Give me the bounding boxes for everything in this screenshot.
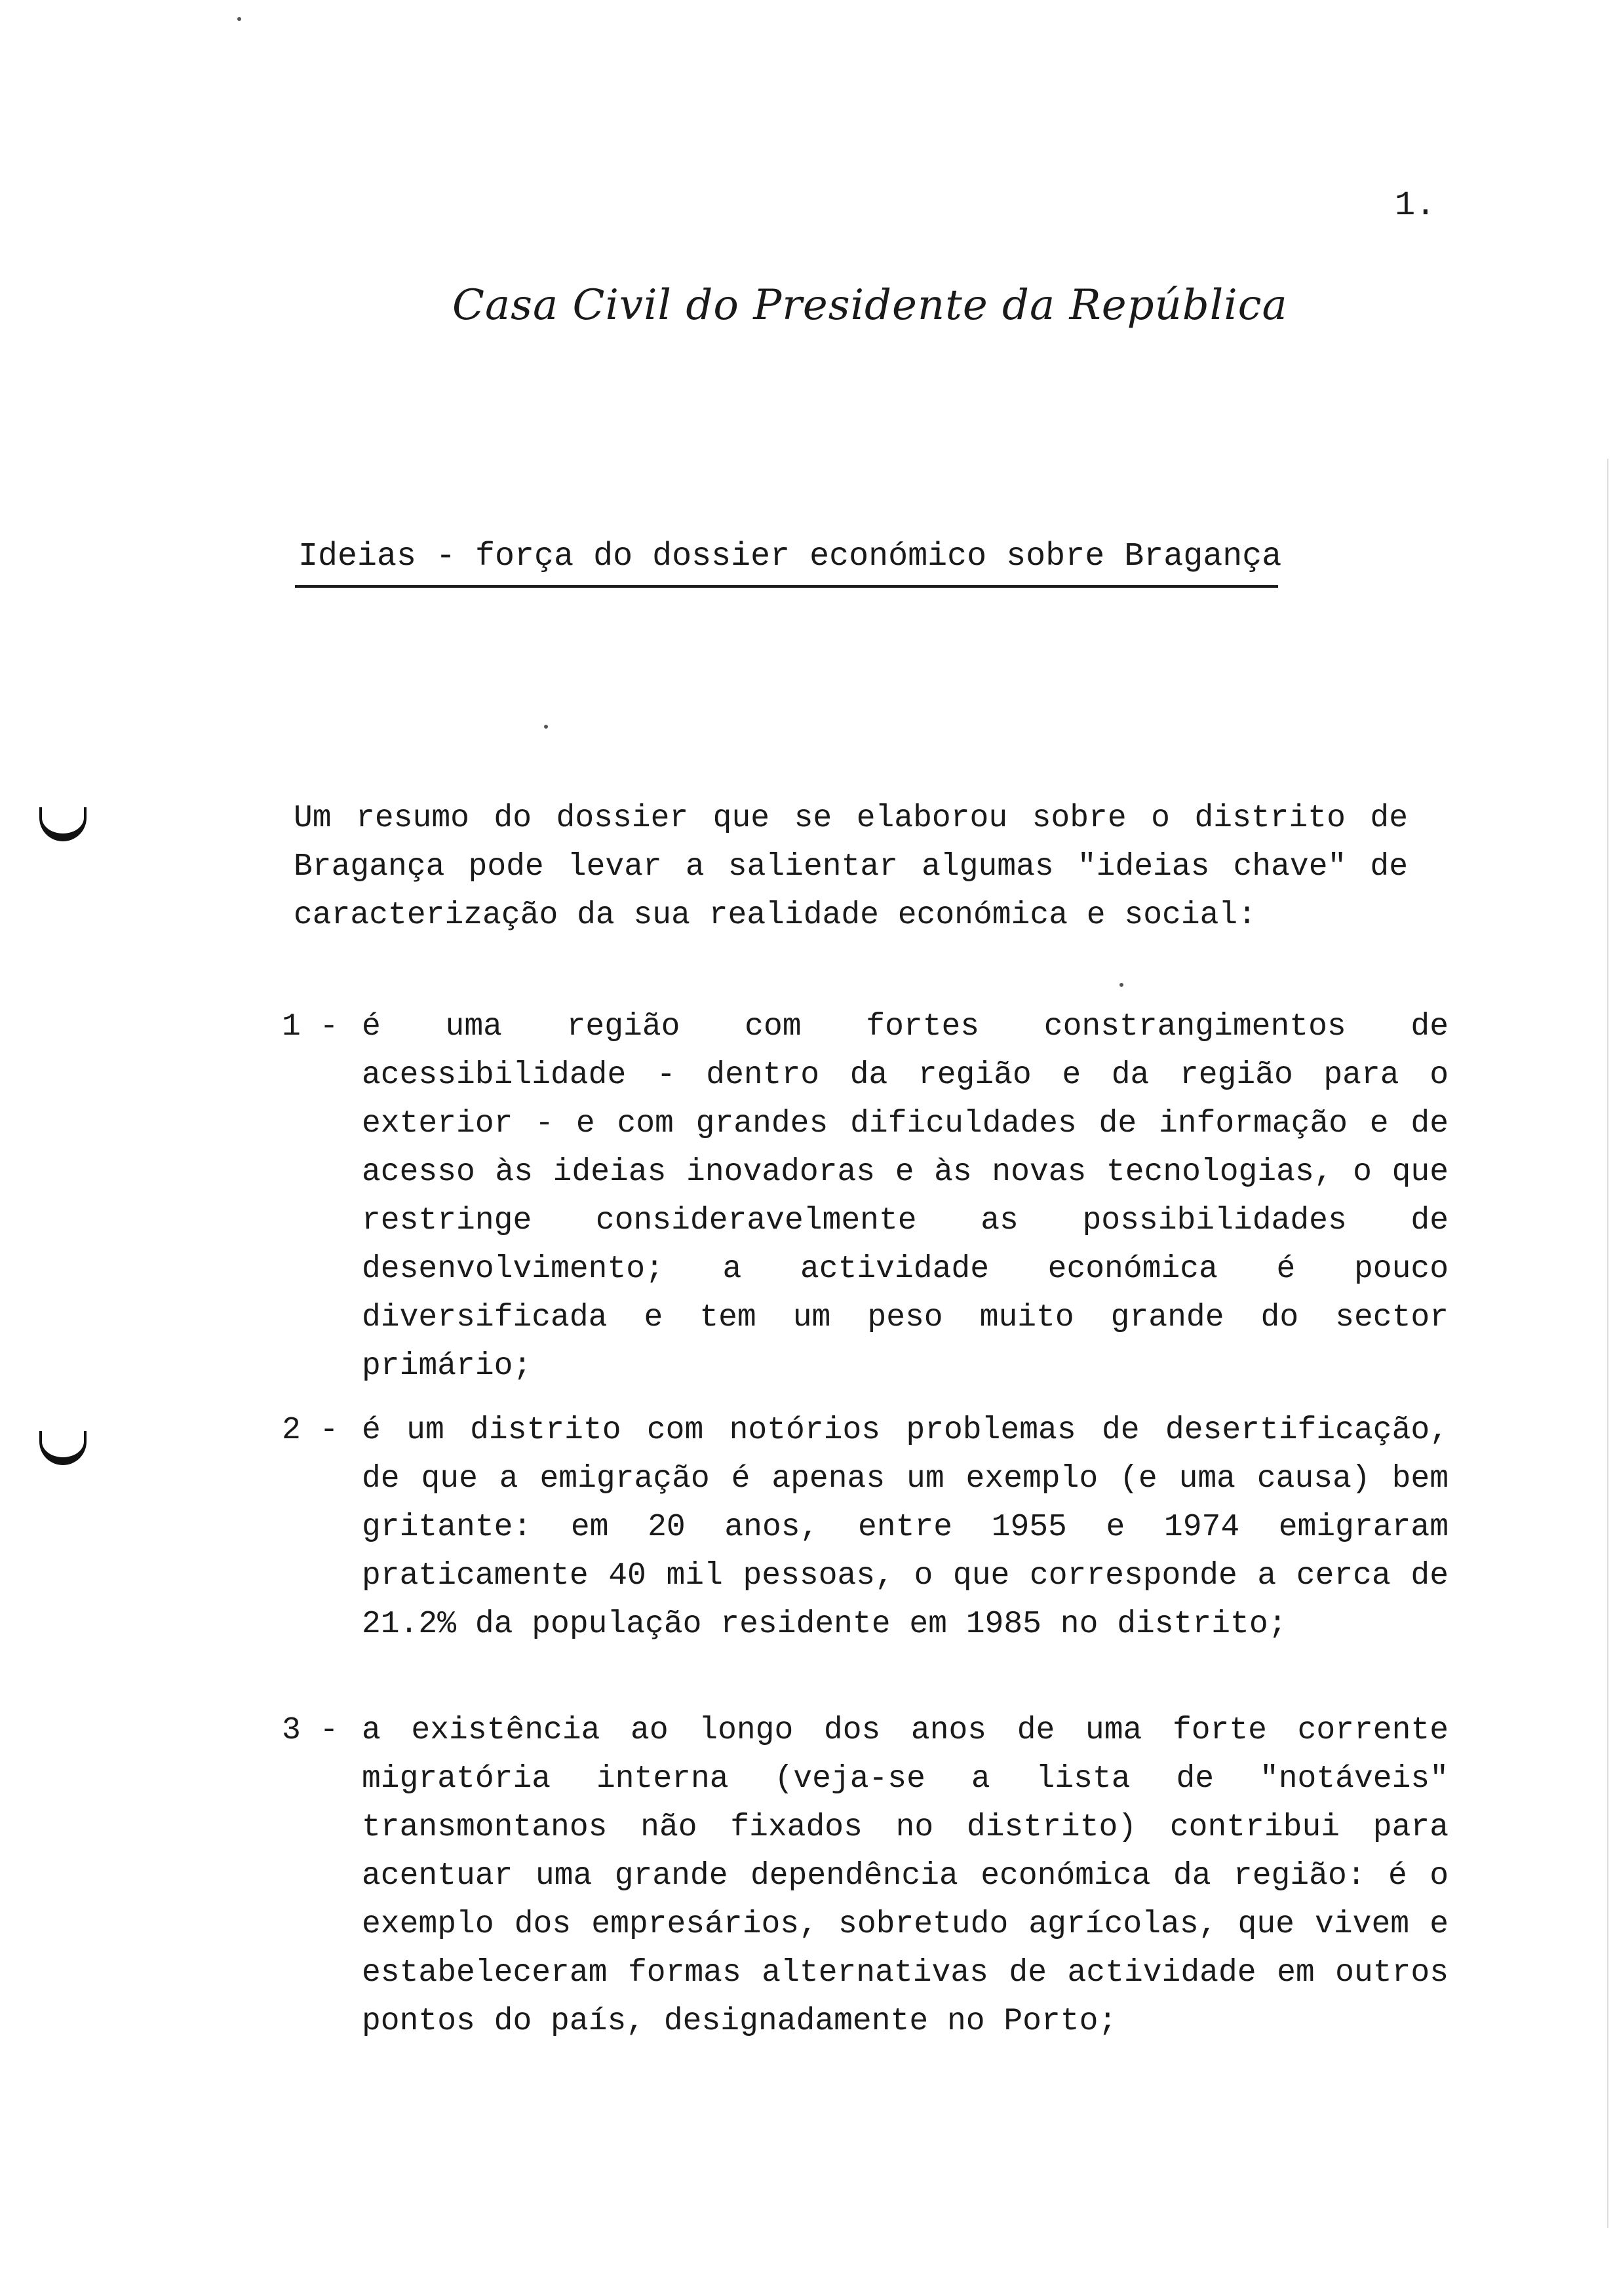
intro-paragraph: Um resumo do dossier que se elaborou sobre o distrito de Bragança pode levar a salientar algumas "ideias chave" de caracterização da sua realidade económica e social: bbox=[294, 801, 1408, 933]
list-item-number: 2 - bbox=[282, 1413, 339, 1448]
list-item-number: 3 - bbox=[282, 1713, 339, 1748]
list-item bbox=[282, 1003, 1449, 1390]
list-item-text: é um distrito com notórios problemas de desertificação, de que a emigração é apenas um exemplo (e uma causa) bem gritante: em 20 anos, entre 1955 e 1974 emigraram praticamente 40 mil pessoas, o que corresponde a cerca de 21.2% da população residente em 1985 no distrito; bbox=[362, 1413, 1449, 1642]
punch-hole-mark bbox=[39, 1431, 87, 1465]
letterhead: Casa Civil do Presidente da República bbox=[452, 281, 1288, 330]
page-number: 1. bbox=[1395, 186, 1436, 225]
scan-speck bbox=[544, 725, 548, 729]
scan-edge-line bbox=[1607, 459, 1608, 2228]
list-item-text: a existência ao longo dos anos de uma forte corrente migratória interna (veja-se a lista de "notáveis" transmontanos não fixados no distrito) contribui para acentuar uma grande dependência económica da região: é o exemplo dos empresários, sobretudo agrícolas, que vivem e estabeleceram formas alternativas de actividade em outros pontos do país, designadamente no Porto; bbox=[362, 1713, 1449, 2039]
punch-hole-mark bbox=[39, 807, 87, 841]
list-item-number: 1 - bbox=[282, 1009, 339, 1044]
list-item bbox=[282, 1706, 1449, 2046]
scan-speck bbox=[1119, 983, 1123, 987]
list-item bbox=[282, 1406, 1449, 1649]
title-underline bbox=[295, 585, 1278, 588]
document-title: Ideias - força do dossier económico sobre Bragança bbox=[298, 538, 1282, 575]
scan-speck bbox=[237, 17, 241, 21]
list-item-text: é uma região com fortes constrangimentos de acessibilidade - dentro da região e da região para o exterior - e com grandes dificuldades de informação e de acesso às ideias inovadoras e às novas tecnologias, o que restringe consideravelmente as possibilidades de desenvolvimento; a actividade económica é pouco diversificada e tem um peso muito grande do sector primário; bbox=[362, 1009, 1449, 1384]
